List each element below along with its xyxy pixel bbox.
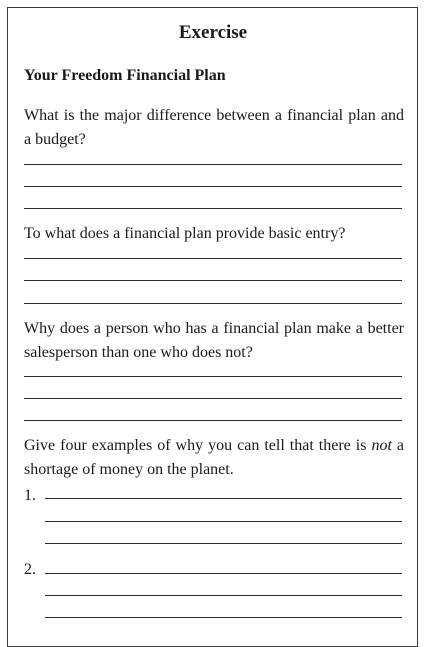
- answer-line[interactable]: [24, 376, 402, 377]
- question-4-text-end: a shortage of money on the planet.: [24, 437, 404, 478]
- answer-line[interactable]: [45, 543, 402, 544]
- answer-line[interactable]: [45, 617, 402, 618]
- question-2-text: To what does a financial plan provide basic entry?: [24, 225, 346, 242]
- answer-line[interactable]: [45, 498, 402, 499]
- question-4-text: [24, 434, 404, 482]
- answer-line[interactable]: [45, 595, 402, 596]
- question-4-emphasis: not: [371, 437, 392, 454]
- question-3-text: Why does a person who has a financial plan make a better salesperson than one who does not?: [24, 320, 404, 361]
- page-title: Exercise: [178, 22, 248, 43]
- answer-line[interactable]: [24, 303, 402, 304]
- answer-line[interactable]: [24, 258, 402, 259]
- item-number-1: 1.: [24, 487, 36, 504]
- answer-line[interactable]: [45, 573, 402, 574]
- answer-line[interactable]: [24, 208, 402, 209]
- answer-line[interactable]: [24, 398, 402, 399]
- item-number-2: 2.: [24, 561, 36, 578]
- section-subtitle: Your Freedom Financial Plan: [24, 67, 226, 84]
- answer-line[interactable]: [24, 186, 402, 187]
- question-1-text: What is the major difference between a financial plan and a budget?: [24, 107, 404, 148]
- answer-line[interactable]: [24, 420, 402, 421]
- answer-line[interactable]: [24, 280, 402, 281]
- answer-line[interactable]: [24, 164, 402, 165]
- answer-line[interactable]: [45, 521, 402, 522]
- question-4-text-start: Give four examples of why you can tell that there is: [24, 437, 372, 454]
